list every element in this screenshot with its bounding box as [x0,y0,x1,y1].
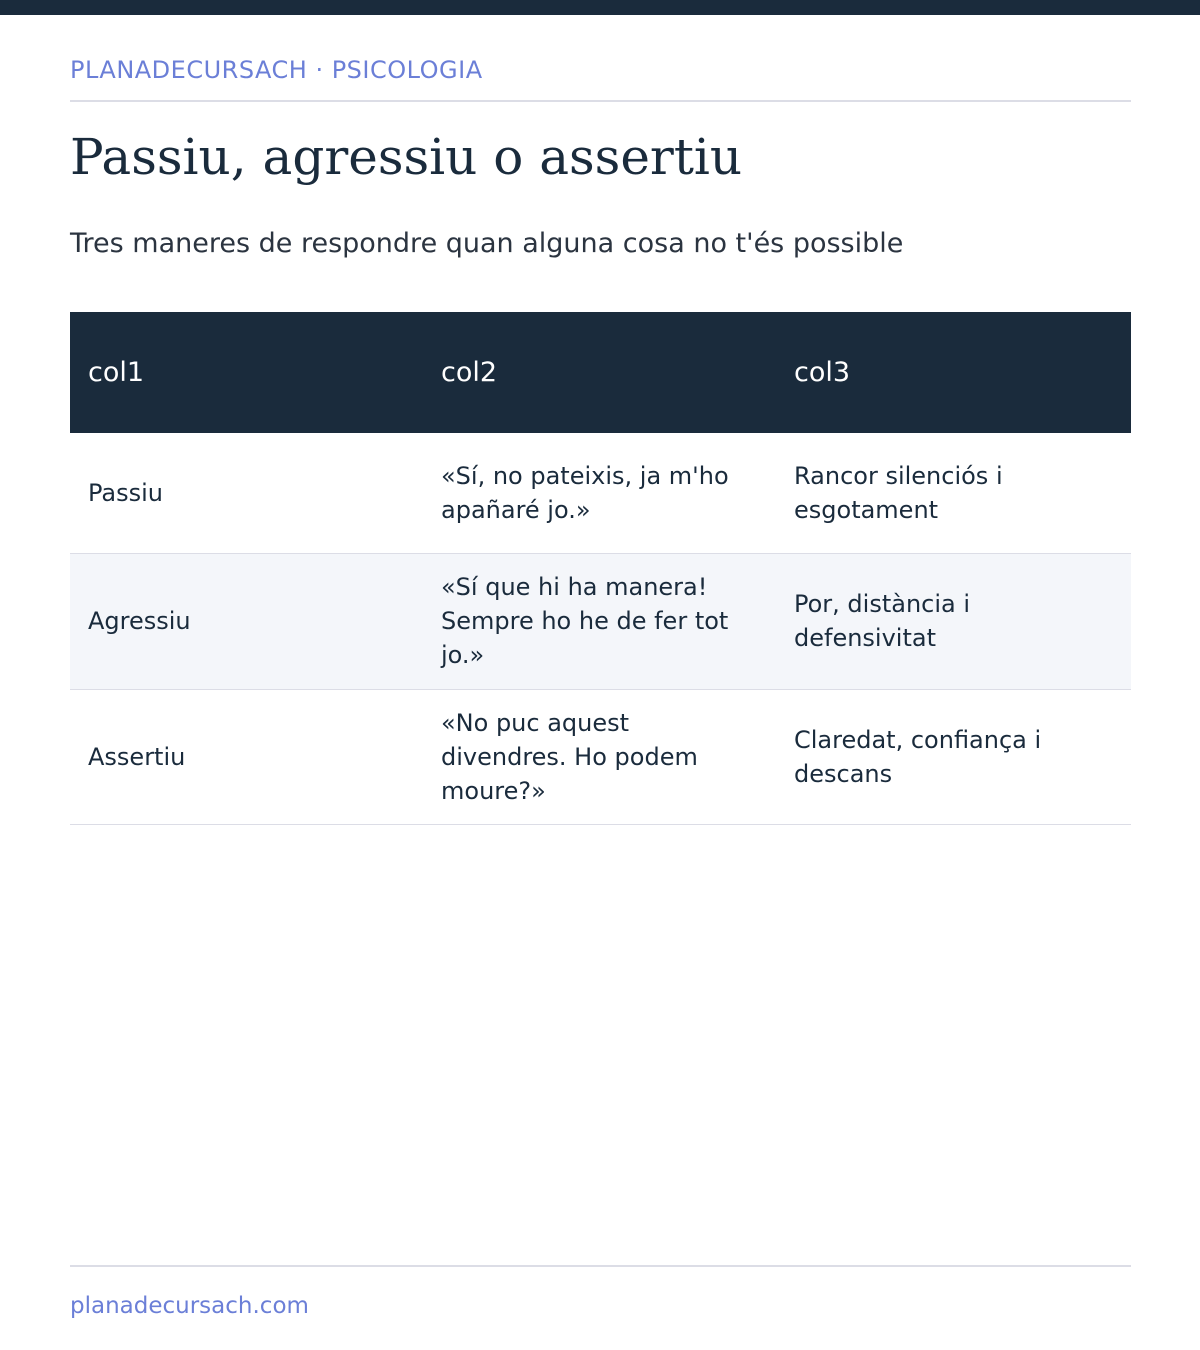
table-cell-result: Por, distància i defensivitat [776,553,1131,689]
table-row [70,433,1131,553]
table-row [70,689,1131,824]
table-cell-style: Assertiu [70,689,423,824]
table-cell-phrase: «No puc aquest divendres. Ho podem moure?» [423,689,776,824]
footer-divider [70,1265,1131,1267]
table-cell-result: Claredat, confiança i descans [776,689,1131,824]
comparison-table [70,312,1131,825]
table-row [70,553,1131,689]
table-header-row [70,312,1131,433]
footer-site-link[interactable]: planadecursach.com [70,1293,309,1319]
brand-label: PLANADECURSACH · PSICOLOGIA [70,56,483,84]
column-header-2: col2 [423,312,776,433]
top-bar [0,0,1200,15]
table-cell-result: Rancor silenciós i esgotament [776,433,1131,553]
table-cell-phrase: «Sí que hi ha manera! Sempre ho he de fer tot jo.» [423,553,776,689]
table-cell-style: Agressiu [70,553,423,689]
table-cell-phrase: «Sí, no pateixis, ja m'ho apañaré jo.» [423,433,776,553]
column-header-1: col1 [70,312,423,433]
page-subtitle: Tres maneres de respondre quan alguna cosa no t'és possible [70,228,904,259]
page-title: Passiu, agressiu o assertiu [70,128,743,186]
header-divider [70,100,1131,102]
column-header-3: col3 [776,312,1131,433]
table-cell-style: Passiu [70,433,423,553]
